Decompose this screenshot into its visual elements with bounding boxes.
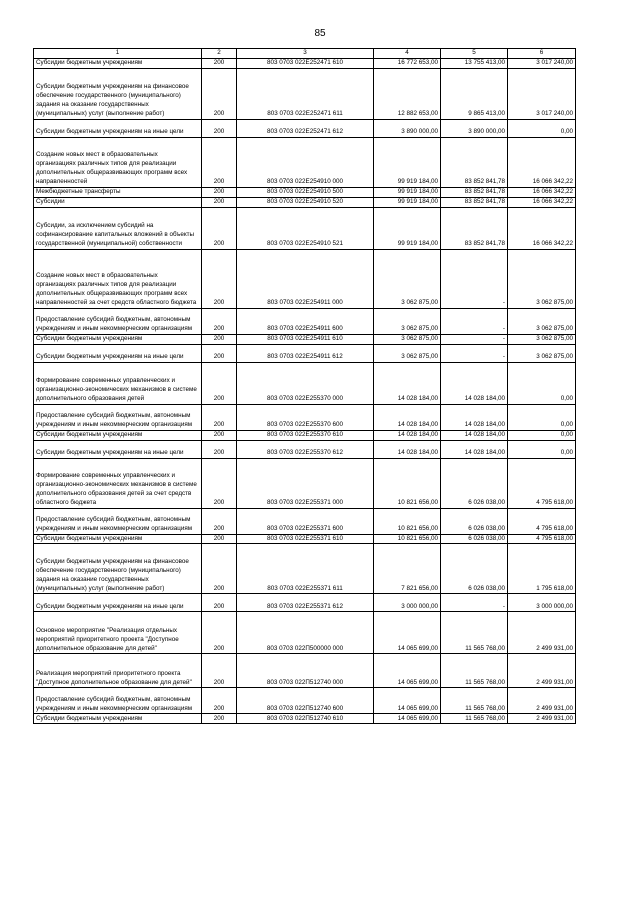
row-value-6: 0,00 <box>508 430 576 440</box>
row-value-6: 16 066 342,22 <box>508 137 576 187</box>
row-kvr: 200 <box>202 654 237 688</box>
row-code: 803 0703 022E252471 612 <box>237 119 374 137</box>
row-code: 803 0703 022П500000 000 <box>237 612 374 654</box>
row-kvr: 200 <box>202 688 237 714</box>
row-value-6: 3 062 875,00 <box>508 308 576 334</box>
row-value-6: 0,00 <box>508 440 576 458</box>
row-value-4: 12 882 653,00 <box>374 68 441 119</box>
row-value-4: 10 821 656,00 <box>374 508 441 534</box>
table-row <box>34 362 576 404</box>
row-name: Субсидии бюджетным учреждениям на иные цели <box>34 440 202 458</box>
row-value-5: - <box>441 594 508 612</box>
row-value-6: 2 499 931,00 <box>508 688 576 714</box>
row-name: Субсидии бюджетным учреждениям <box>34 334 202 344</box>
row-value-5: - <box>441 344 508 362</box>
row-value-6: 3 062 875,00 <box>508 344 576 362</box>
row-name: Субсидии <box>34 197 202 207</box>
row-code: 803 0703 022П512740 600 <box>237 688 374 714</box>
table-row <box>34 137 576 187</box>
row-value-6: 16 066 342,22 <box>508 187 576 197</box>
table-row <box>34 119 576 137</box>
row-kvr: 200 <box>202 334 237 344</box>
row-value-6: 3 017 240,00 <box>508 59 576 69</box>
header-cell: 1 <box>34 49 202 59</box>
row-value-5: - <box>441 308 508 334</box>
row-value-6: 16 066 342,22 <box>508 197 576 207</box>
row-value-4: 14 028 184,00 <box>374 362 441 404</box>
row-name: Субсидии бюджетным учреждениям на иные цели <box>34 119 202 137</box>
row-value-4: 3 062 875,00 <box>374 344 441 362</box>
row-value-4: 99 919 184,00 <box>374 207 441 249</box>
row-name: Формирование современных управленческих и организационно-экономических механизмов в системе дополнительного образования детей за счет средств областного бюджета <box>34 458 202 508</box>
table-row <box>34 508 576 534</box>
page-number: 85 <box>314 28 326 39</box>
row-name: Предоставление субсидий бюджетным, автономным учреждениям и иным некоммерческим организациям <box>34 688 202 714</box>
row-value-5: 83 852 841,78 <box>441 207 508 249</box>
table-row <box>34 458 576 508</box>
row-name: Субсидии бюджетным учреждениям на иные цели <box>34 594 202 612</box>
row-value-4: 14 028 184,00 <box>374 404 441 430</box>
row-value-6: 2 499 931,00 <box>508 654 576 688</box>
table-row <box>34 207 576 249</box>
row-kvr: 200 <box>202 508 237 534</box>
row-value-5: 6 026 038,00 <box>441 534 508 544</box>
row-kvr: 200 <box>202 119 237 137</box>
row-value-4: 14 065 699,00 <box>374 612 441 654</box>
table-row <box>34 404 576 430</box>
row-code: 803 0703 022П512740 610 <box>237 714 374 724</box>
row-kvr: 200 <box>202 594 237 612</box>
row-kvr: 200 <box>202 207 237 249</box>
row-kvr: 200 <box>202 68 237 119</box>
row-name: Реализация мероприятий приоритетного проекта "Доступное дополнительное образование для детей" <box>34 654 202 688</box>
row-name: Создание новых мест в образовательных организациях различных типов для реализации дополнительных общеразвивающих программ всех направленностей за счет средств областного бюджета <box>34 249 202 308</box>
header-cell: 4 <box>374 49 441 59</box>
row-value-5: 11 565 768,00 <box>441 654 508 688</box>
row-value-6: 3 017 240,00 <box>508 68 576 119</box>
row-value-6: 3 000 000,00 <box>508 594 576 612</box>
row-value-4: 3 890 000,00 <box>374 119 441 137</box>
table-row <box>34 334 576 344</box>
row-kvr: 200 <box>202 544 237 594</box>
row-value-5: 13 755 413,00 <box>441 59 508 69</box>
row-code: 803 0703 022E255370 600 <box>237 404 374 430</box>
row-kvr: 200 <box>202 534 237 544</box>
row-kvr: 200 <box>202 404 237 430</box>
row-code: 803 0703 022E254910 500 <box>237 187 374 197</box>
table-row <box>34 249 576 308</box>
row-value-6: 16 066 342,22 <box>508 207 576 249</box>
row-value-4: 3 062 875,00 <box>374 334 441 344</box>
row-kvr: 200 <box>202 344 237 362</box>
row-code: 803 0703 022E255371 611 <box>237 544 374 594</box>
row-kvr: 200 <box>202 458 237 508</box>
table-row <box>34 430 576 440</box>
row-code: 803 0703 022E255371 600 <box>237 508 374 534</box>
row-name: Создание новых мест в образовательных организациях различных типов для реализации дополнительных общеразвивающих программ всех направленностей <box>34 137 202 187</box>
table-row <box>34 440 576 458</box>
row-value-5: 14 028 184,00 <box>441 430 508 440</box>
row-value-4: 99 919 184,00 <box>374 187 441 197</box>
row-value-5: 83 852 841,78 <box>441 137 508 187</box>
table-row <box>34 187 576 197</box>
row-value-5: 6 026 038,00 <box>441 544 508 594</box>
row-value-4: 14 028 184,00 <box>374 430 441 440</box>
table-row <box>34 344 576 362</box>
row-kvr: 200 <box>202 59 237 69</box>
row-code: 803 0703 022П512740 000 <box>237 654 374 688</box>
row-name: Субсидии бюджетным учреждениям <box>34 430 202 440</box>
table-row <box>34 308 576 334</box>
row-value-6: 2 499 931,00 <box>508 714 576 724</box>
row-kvr: 200 <box>202 362 237 404</box>
row-value-6: 0,00 <box>508 362 576 404</box>
row-name: Предоставление субсидий бюджетным, автономным учреждениям и иным некоммерческим организациям <box>34 404 202 430</box>
row-value-6: 1 795 618,00 <box>508 544 576 594</box>
row-value-4: 10 821 656,00 <box>374 458 441 508</box>
header-row <box>34 49 576 59</box>
row-kvr: 200 <box>202 308 237 334</box>
row-value-4: 99 919 184,00 <box>374 197 441 207</box>
row-value-5: 14 028 184,00 <box>441 440 508 458</box>
table-row <box>34 688 576 714</box>
row-kvr: 200 <box>202 187 237 197</box>
row-value-5: 14 028 184,00 <box>441 362 508 404</box>
row-kvr: 200 <box>202 440 237 458</box>
row-value-6: 0,00 <box>508 404 576 430</box>
row-name: Формирование современных управленческих и организационно-экономических механизмов в системе дополнительного образования детей <box>34 362 202 404</box>
row-value-6: 3 062 875,00 <box>508 334 576 344</box>
row-value-5: 11 565 768,00 <box>441 688 508 714</box>
table-row <box>34 534 576 544</box>
header-cell: 2 <box>202 49 237 59</box>
table-row <box>34 594 576 612</box>
budget-table <box>33 48 576 724</box>
row-value-4: 14 065 699,00 <box>374 688 441 714</box>
row-kvr: 200 <box>202 714 237 724</box>
row-kvr: 200 <box>202 137 237 187</box>
table-row <box>34 612 576 654</box>
row-value-5: 9 865 413,00 <box>441 68 508 119</box>
row-value-5: 6 026 038,00 <box>441 508 508 534</box>
table-row <box>34 59 576 69</box>
row-name: Предоставление субсидий бюджетным, автономным учреждениям и иным некоммерческим организациям <box>34 508 202 534</box>
row-code: 803 0703 022E255371 000 <box>237 458 374 508</box>
row-value-4: 14 028 184,00 <box>374 440 441 458</box>
row-value-5: 11 565 768,00 <box>441 612 508 654</box>
row-value-5: - <box>441 249 508 308</box>
row-value-5: 83 852 841,78 <box>441 197 508 207</box>
row-value-4: 7 821 656,00 <box>374 544 441 594</box>
row-value-5: 11 565 768,00 <box>441 714 508 724</box>
row-name: Субсидии бюджетным учреждениям <box>34 59 202 69</box>
row-value-6: 4 795 618,00 <box>508 458 576 508</box>
row-code: 803 0703 022E255370 612 <box>237 440 374 458</box>
row-code: 803 0703 022E255370 000 <box>237 362 374 404</box>
row-code: 803 0703 022E254910 521 <box>237 207 374 249</box>
row-value-6: 3 062 875,00 <box>508 249 576 308</box>
row-kvr: 200 <box>202 612 237 654</box>
table-row <box>34 654 576 688</box>
row-name: Субсидии бюджетным учреждениям <box>34 534 202 544</box>
row-name: Межбюджетные трансферты <box>34 187 202 197</box>
header-cell: 3 <box>237 49 374 59</box>
row-value-5: 6 026 038,00 <box>441 458 508 508</box>
header-cell: 5 <box>441 49 508 59</box>
row-value-5: 3 890 000,00 <box>441 119 508 137</box>
row-value-6: 4 795 618,00 <box>508 508 576 534</box>
row-code: 803 0703 022E254911 600 <box>237 308 374 334</box>
header-cell: 6 <box>508 49 576 59</box>
row-value-5: 14 028 184,00 <box>441 404 508 430</box>
row-name: Субсидии бюджетным учреждениям на финансовое обеспечение государственного (муниципального) задания на оказание государственных (муниципальных) услуг (выполнение работ) <box>34 68 202 119</box>
row-value-5: - <box>441 334 508 344</box>
row-value-5: 83 852 841,78 <box>441 187 508 197</box>
row-name: Субсидии бюджетным учреждениям на иные цели <box>34 344 202 362</box>
row-kvr: 200 <box>202 197 237 207</box>
row-code: 803 0703 022E254910 000 <box>237 137 374 187</box>
row-value-4: 10 821 656,00 <box>374 534 441 544</box>
table-row <box>34 68 576 119</box>
row-name: Субсидии, за исключением субсидий на софинансирование капитальных вложений в объекты государственной (муниципальной) собственности <box>34 207 202 249</box>
row-name: Предоставление субсидий бюджетным, автономным учреждениям и иным некоммерческим организациям <box>34 308 202 334</box>
row-code: 803 0703 022E255371 610 <box>237 534 374 544</box>
row-value-4: 14 065 699,00 <box>374 714 441 724</box>
table-row <box>34 544 576 594</box>
row-code: 803 0703 022E252471 611 <box>237 68 374 119</box>
row-code: 803 0703 022E254911 610 <box>237 334 374 344</box>
row-name: Субсидии бюджетным учреждениям <box>34 714 202 724</box>
row-name: Основное мероприятие "Реализация отдельных мероприятий приоритетного проекта "Доступное дополнительное образование для детей" <box>34 612 202 654</box>
row-value-4: 99 919 184,00 <box>374 137 441 187</box>
row-value-4: 14 065 699,00 <box>374 654 441 688</box>
row-code: 803 0703 022E254911 000 <box>237 249 374 308</box>
row-value-4: 3 000 000,00 <box>374 594 441 612</box>
row-value-6: 2 499 931,00 <box>508 612 576 654</box>
row-value-4: 16 772 653,00 <box>374 59 441 69</box>
row-code: 803 0703 022E252471 610 <box>237 59 374 69</box>
row-kvr: 200 <box>202 249 237 308</box>
row-code: 803 0703 022E255371 612 <box>237 594 374 612</box>
row-value-4: 3 062 875,00 <box>374 249 441 308</box>
row-value-4: 3 062 875,00 <box>374 308 441 334</box>
table-row <box>34 197 576 207</box>
row-code: 803 0703 022E254910 520 <box>237 197 374 207</box>
row-code: 803 0703 022E255370 610 <box>237 430 374 440</box>
row-value-6: 0,00 <box>508 119 576 137</box>
row-value-6: 4 795 618,00 <box>508 534 576 544</box>
row-kvr: 200 <box>202 430 237 440</box>
table-row <box>34 714 576 724</box>
row-code: 803 0703 022E254911 612 <box>237 344 374 362</box>
row-name: Субсидии бюджетным учреждениям на финансовое обеспечение государственного (муниципального) задания на оказание государственных (муниципальных) услуг (выполнение работ) <box>34 544 202 594</box>
